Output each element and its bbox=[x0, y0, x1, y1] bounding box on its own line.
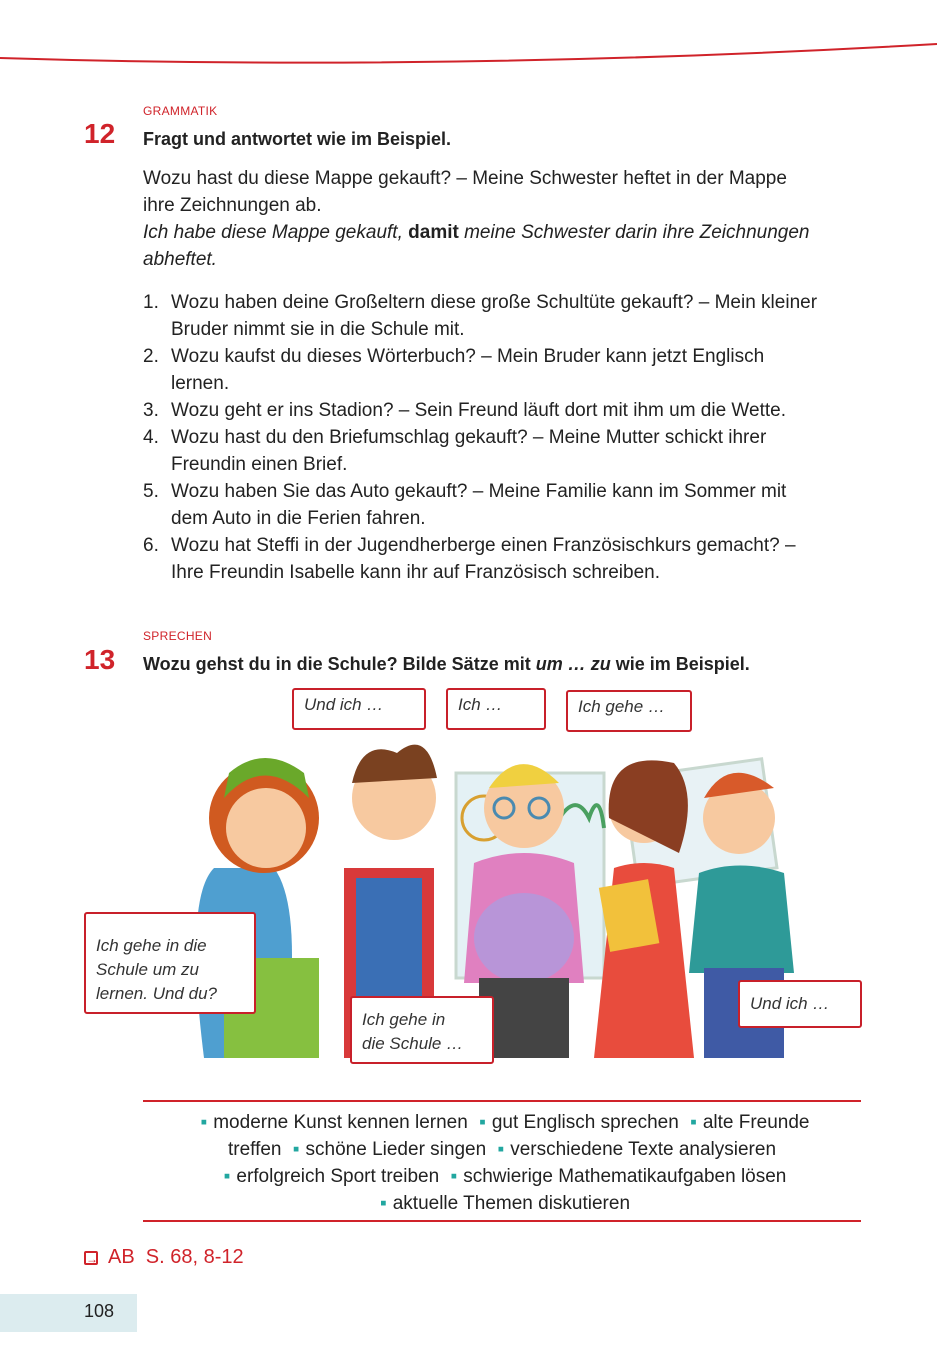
speech-bubble-left bbox=[84, 912, 256, 1014]
speech-bubble-top-3: Ich gehe … bbox=[566, 690, 692, 732]
speech-bubble-top-1: Und ich … bbox=[292, 688, 426, 730]
exercise-12-list bbox=[143, 289, 863, 586]
list-item bbox=[143, 397, 863, 424]
phrase-line bbox=[143, 1109, 861, 1136]
bullet-icon: ▪ bbox=[690, 1112, 697, 1133]
bubble-line: die Schule … bbox=[362, 1034, 464, 1053]
list-item-number: 6. bbox=[143, 535, 159, 556]
phrase-box bbox=[143, 1100, 861, 1222]
phrase-line bbox=[143, 1136, 861, 1163]
list-item-line: lernen. bbox=[171, 373, 230, 394]
title-italic: um … zu bbox=[535, 654, 611, 674]
bubble-line: lernen. Und du? bbox=[96, 984, 217, 1003]
bubble-line: Schule um zu bbox=[96, 960, 199, 979]
phrase-line bbox=[143, 1190, 861, 1217]
list-item bbox=[143, 478, 863, 532]
list-item bbox=[143, 289, 863, 343]
example-answer-bold: damit bbox=[408, 222, 459, 243]
example-answer-start: Ich habe diese Mappe gekauft, bbox=[143, 222, 403, 243]
speech-bubble-top-2: Ich … bbox=[446, 688, 546, 730]
workbook-reference bbox=[84, 1246, 244, 1269]
list-item bbox=[143, 532, 863, 586]
list-item-number: 3. bbox=[143, 400, 159, 421]
list-item bbox=[143, 343, 863, 397]
phrase: moderne Kunst kennen lernen bbox=[213, 1112, 468, 1133]
section-label-grammatik: GRAMMATIK bbox=[143, 104, 218, 118]
students-illustration bbox=[84, 688, 864, 1070]
title-start: Wozu gehst du in die Schule? Bilde Sätze mit bbox=[143, 654, 531, 674]
bullet-icon: ▪ bbox=[450, 1166, 458, 1187]
exercise-13-title bbox=[143, 654, 750, 675]
example-answer-end-line2: abheftet. bbox=[143, 249, 217, 270]
list-item-line: Wozu hat Steffi in der Jugendherberge einen Französischkurs gemacht? – bbox=[171, 535, 796, 556]
list-item-line: Wozu haben Sie das Auto gekauft? – Meine Familie kann im Sommer mit bbox=[171, 481, 787, 502]
arrow-box-icon: → bbox=[86, 1251, 98, 1266]
list-item bbox=[143, 424, 863, 478]
list-item-line: dem Auto in die Ferien fahren. bbox=[171, 508, 426, 529]
exercise-12-title: Fragt und antwortet wie im Beispiel. bbox=[143, 129, 452, 149]
page-number-background bbox=[0, 1294, 137, 1332]
phrase: aktuelle Themen diskutieren bbox=[392, 1193, 631, 1214]
bullet-icon: ▪ bbox=[479, 1112, 486, 1133]
phrase: alte Freunde bbox=[702, 1112, 810, 1133]
bubble-line: Ich gehe in die bbox=[96, 936, 207, 955]
example-question-line1: Wozu hast du diese Mappe gekauft? – Meine Schwester heftet in der Mappe bbox=[143, 168, 787, 189]
phrase: treffen bbox=[227, 1139, 282, 1160]
phrase: gut Englisch sprechen bbox=[491, 1112, 679, 1133]
list-item-line: Wozu geht er ins Stadion? – Sein Freund läuft dort mit ihm um die Wette. bbox=[171, 400, 786, 421]
page-number: 108 bbox=[84, 1301, 115, 1321]
exercise-number-13: 13 bbox=[84, 644, 116, 675]
header-curve-line bbox=[0, 0, 937, 80]
bullet-icon: ▪ bbox=[223, 1166, 231, 1187]
list-item-line: Wozu hast du den Briefumschlag gekauft? – Meine Mutter schickt ihrer bbox=[171, 427, 767, 448]
phrase: verschiedene Texte analysieren bbox=[510, 1139, 777, 1160]
phrase: erfolgreich Sport treiben bbox=[236, 1166, 440, 1187]
phrase: schwierige Mathematikaufgaben lösen bbox=[463, 1166, 787, 1187]
list-item-line: Ihre Freundin Isabelle kann ihr auf Französisch schreiben. bbox=[171, 562, 660, 583]
speech-bubble-middle bbox=[350, 996, 494, 1064]
speech-bubble-right: Und ich … bbox=[738, 980, 862, 1028]
bubble-line: Ich gehe in bbox=[362, 1010, 446, 1029]
list-item-number: 2. bbox=[143, 346, 159, 367]
list-item-number: 1. bbox=[143, 292, 159, 313]
list-item-number: 5. bbox=[143, 481, 159, 502]
bullet-icon: ▪ bbox=[497, 1139, 505, 1160]
title-end: wie im Beispiel. bbox=[615, 654, 750, 674]
example-question-line2: ihre Zeichnungen ab. bbox=[143, 195, 322, 216]
bullet-icon: ▪ bbox=[379, 1193, 387, 1214]
list-item-number: 4. bbox=[143, 427, 159, 448]
workbook-reference-text: AB S. 68, 8-12 bbox=[108, 1246, 244, 1268]
section-label-sprechen: SPRECHEN bbox=[143, 629, 213, 643]
bullet-icon: ▪ bbox=[200, 1112, 208, 1133]
example-answer bbox=[143, 219, 858, 246]
phrase: schöne Lieder singen bbox=[305, 1139, 487, 1160]
example-answer-end-line1: meine Schwester darin ihre Zeichnungen bbox=[464, 222, 810, 243]
list-item-line: Freundin einen Brief. bbox=[171, 454, 348, 475]
list-item-line: Wozu haben deine Großeltern diese große Schultüte gekauft? – Mein kleiner bbox=[171, 292, 818, 313]
list-item-line: Wozu kaufst du dieses Wörterbuch? – Mein Bruder kann jetzt Englisch bbox=[171, 346, 765, 367]
list-item-line: Bruder nimmt sie in die Schule mit. bbox=[171, 319, 465, 340]
bullet-icon: ▪ bbox=[292, 1139, 300, 1160]
exercise-number-12: 12 bbox=[84, 118, 116, 149]
exercise-12-example bbox=[143, 165, 858, 273]
phrase-line bbox=[143, 1163, 861, 1190]
